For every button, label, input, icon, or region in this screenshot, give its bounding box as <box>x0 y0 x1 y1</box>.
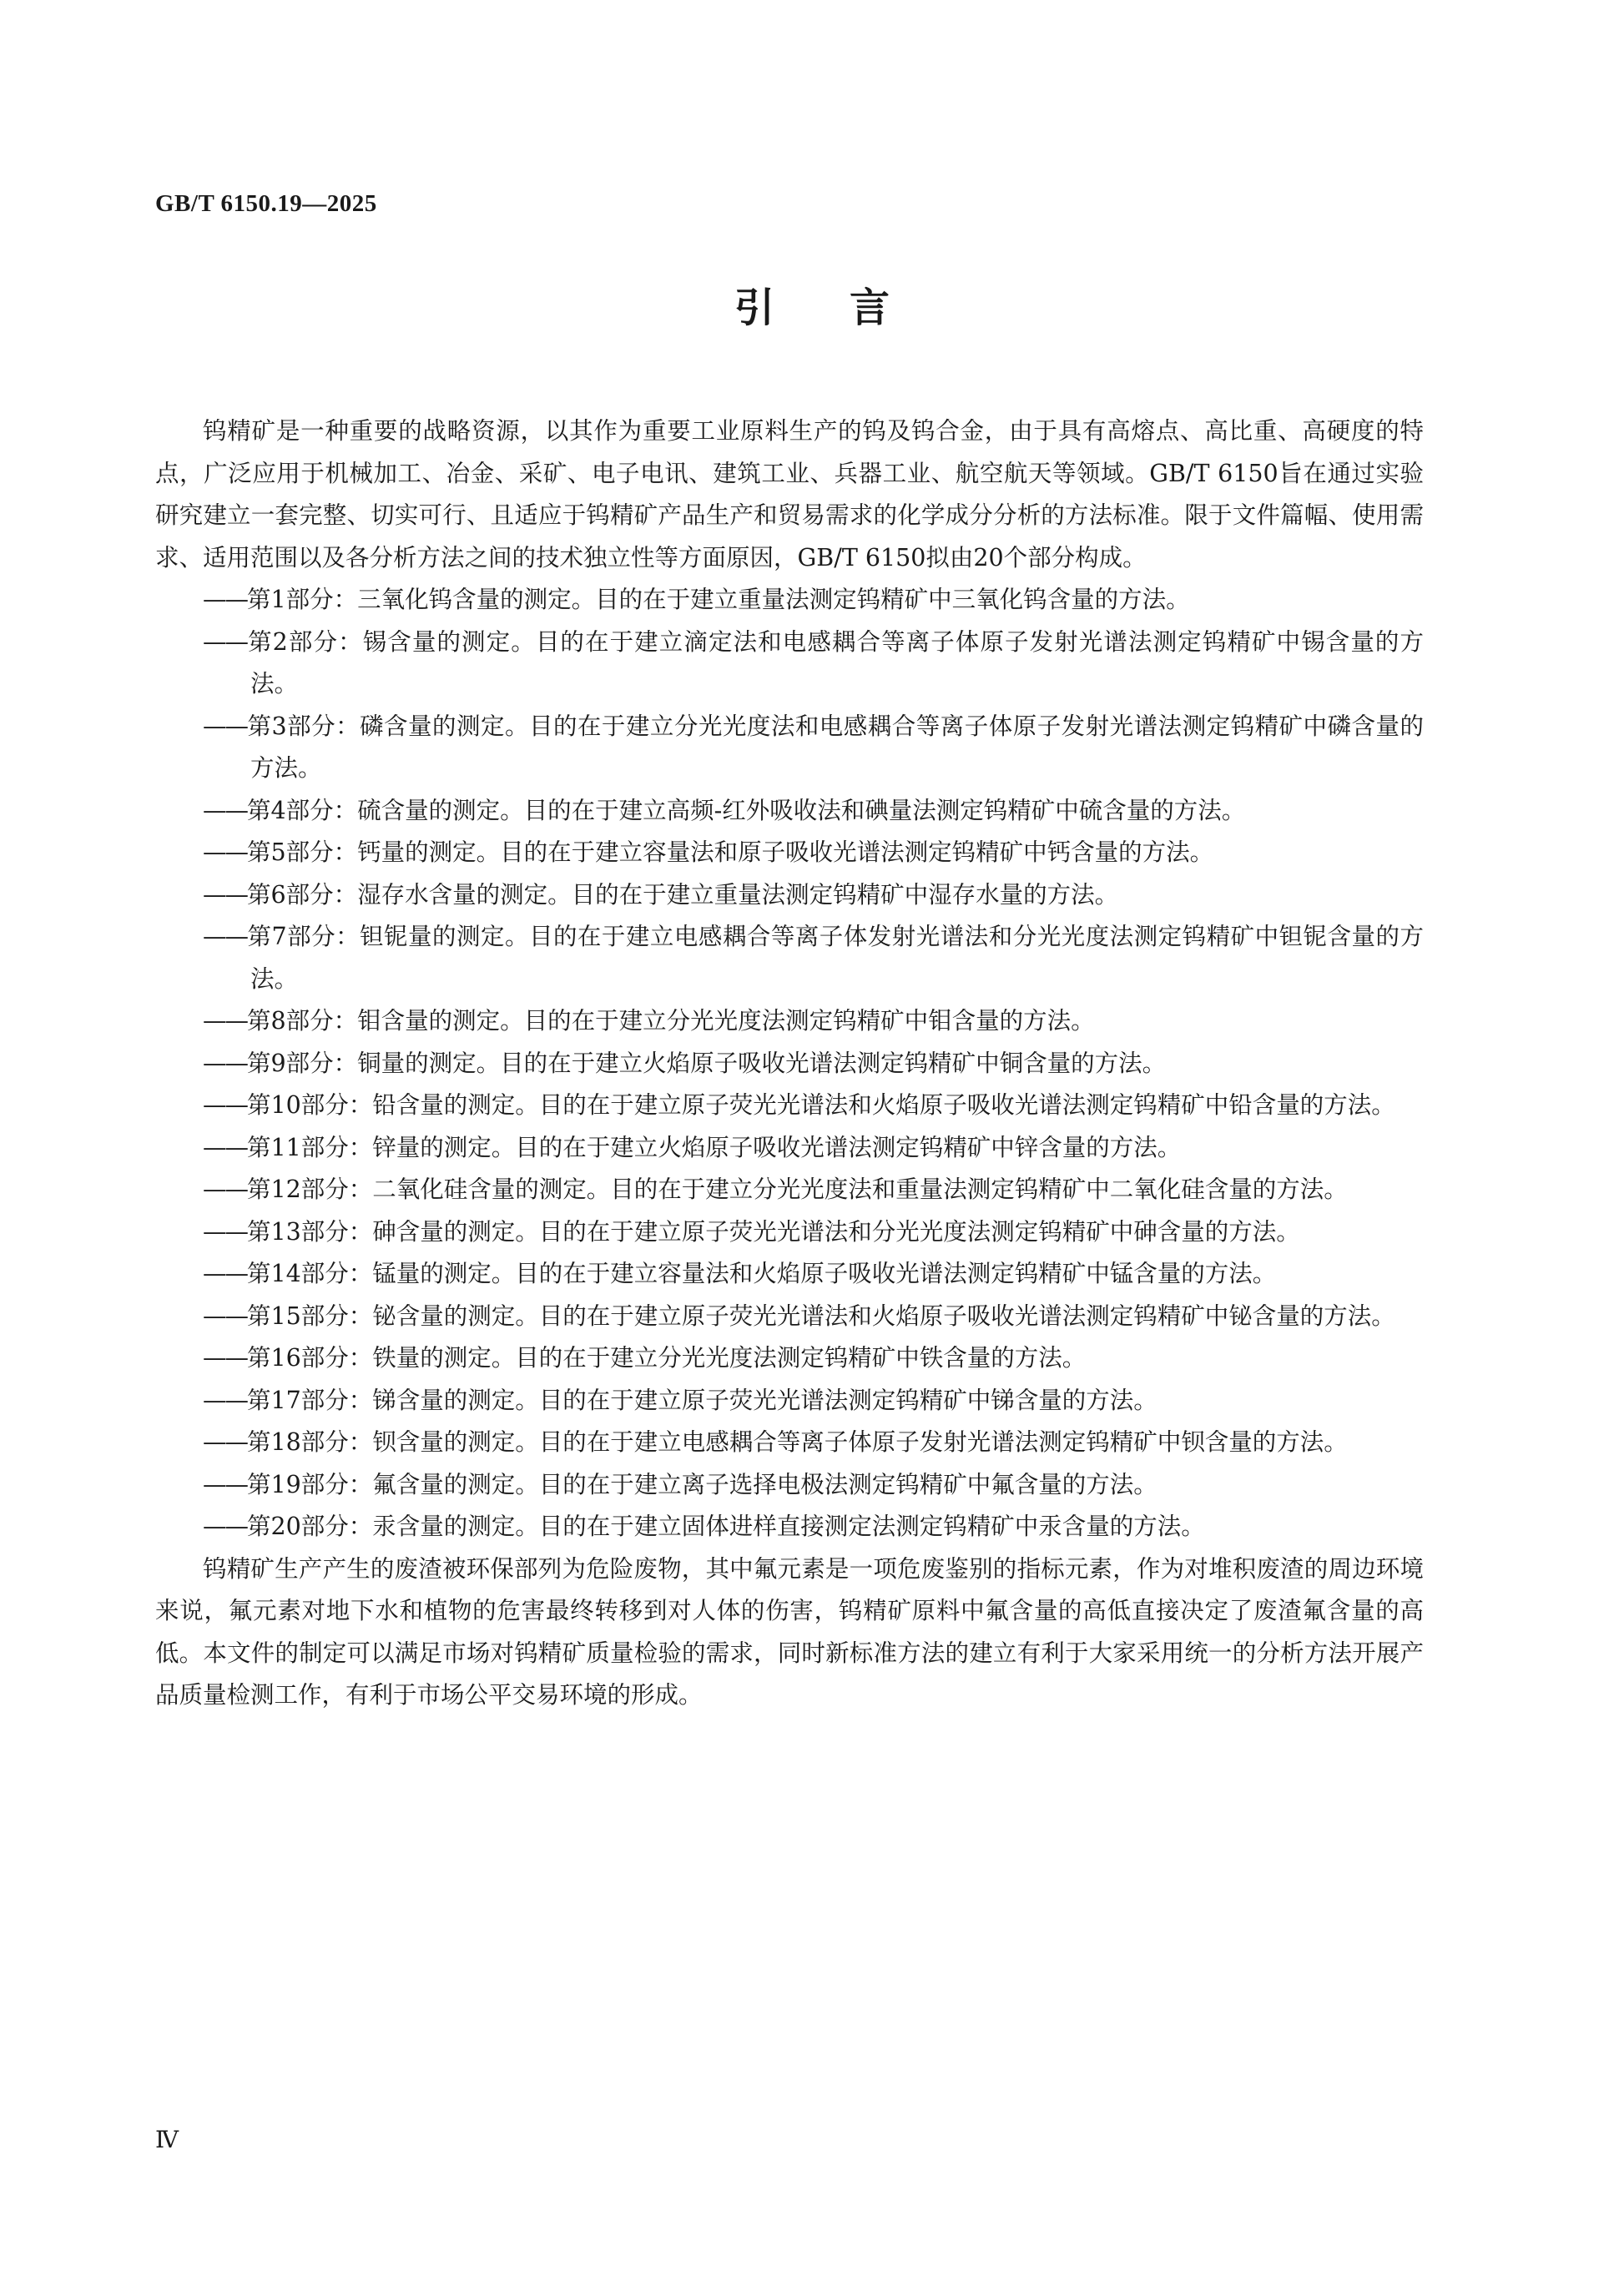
parts-list <box>155 579 1424 1548</box>
part-text: 第3部分：磷含量的测定。目的在于建立分光光度法和电感耦合等离子体原子发射光谱法测定钨精矿中磷含量的方法。 <box>247 712 1424 782</box>
part-item <box>155 1296 1424 1338</box>
list-dash: —— <box>203 1217 247 1246</box>
part-item <box>155 579 1424 622</box>
part-item <box>155 1211 1424 1254</box>
closing-paragraph: 钨精矿生产产生的废渣被环保部列为危险废物，其中氟元素是一项危废鉴别的指标元素，作为对堆积废渣的周边环境来说，氟元素对地下水和植物的危害最终转移到对人体的伤害，钨精矿原料中氟含量的高低直接决定了废渣氟含量的高低。本文件的制定可以满足市场对钨精矿质量检验的需求，同时新标准方法的建立有利于大家采用统一的分析方法开展产品质量检测工作，有利于市场公平交易环境的形成。 <box>155 1554 1424 1709</box>
list-dash: —— <box>203 586 247 613</box>
list-dash: —— <box>203 838 247 866</box>
part-item <box>155 1422 1424 1464</box>
part-text: 第7部分：钽铌量的测定。目的在于建立电感耦合等离子体发射光谱法和分光光度法测定钨精矿中钽铌含量的方法。 <box>247 923 1424 993</box>
intro-paragraph: 钨精矿是一种重要的战略资源，以其作为重要工业原料生产的钨及钨合金，由于具有高熔点、高比重、高硬度的特点，广泛应用于机械加工、冶金、采矿、电子电讯、建筑工业、兵器工业、航空航天等领域。GB/T 6150旨在通过实验研究建立一套完整、切实可行、且适应于钨精矿产品生产和贸易需求的化学成分分析的方法标准。限于文件篇幅、使用需求、适用范围以及各分析方法之间的技术独立性等方面原因，GB/T 6150拟由20个部分构成。 <box>155 417 1424 571</box>
list-dash: —— <box>203 1386 247 1414</box>
list-dash: —— <box>203 1091 247 1119</box>
part-text: 第9部分：铜量的测定。目的在于建立火焰原子吸收光谱法测定钨精矿中铜含量的方法。 <box>247 1049 1167 1077</box>
part-text: 第1部分：三氧化钨含量的测定。目的在于建立重量法测定钨精矿中三氧化钨含量的方法。 <box>247 586 1190 613</box>
list-dash: —— <box>203 796 247 824</box>
list-dash: —— <box>203 1470 247 1498</box>
part-item <box>155 1253 1424 1296</box>
list-dash: —— <box>203 1176 247 1203</box>
part-text: 第12部分：二氧化硅含量的测定。目的在于建立分光光度法和重量法测定钨精矿中二氧化硅含量的方法。 <box>247 1176 1348 1203</box>
part-text: 第10部分：铅含量的测定。目的在于建立原子荧光光谱法和火焰原子吸收光谱法测定钨精矿中铅含量的方法。 <box>247 1091 1395 1119</box>
list-dash: —— <box>203 880 247 909</box>
list-dash: —— <box>203 712 247 740</box>
part-item <box>155 1464 1424 1507</box>
part-text: 第14部分：锰量的测定。目的在于建立容量法和火焰原子吸收光谱法测定钨精矿中锰含量的方法。 <box>247 1260 1277 1287</box>
part-item <box>155 832 1424 874</box>
part-item <box>155 1380 1424 1422</box>
part-item <box>155 1506 1424 1548</box>
standard-code: GB/T 6150.19—2025 <box>155 190 377 217</box>
document-body <box>155 410 1424 1717</box>
part-text: 第17部分：锑含量的测定。目的在于建立原子荧光光谱法测定钨精矿中锑含量的方法。 <box>247 1386 1157 1414</box>
part-item <box>155 622 1424 706</box>
part-text: 第4部分：硫含量的测定。目的在于建立高频-红外吸收法和碘量法测定钨精矿中硫含量的方法。 <box>247 796 1246 824</box>
part-text: 第15部分：铋含量的测定。目的在于建立原子荧光光谱法和火焰原子吸收光谱法测定钨精矿中铋含量的方法。 <box>247 1302 1395 1330</box>
part-item <box>155 916 1424 1000</box>
list-dash: —— <box>203 627 247 656</box>
part-text: 第16部分：铁量的测定。目的在于建立分光光度法测定钨精矿中铁含量的方法。 <box>247 1344 1087 1372</box>
part-text: 第13部分：砷含量的测定。目的在于建立原子荧光光谱法和分光光度法测定钨精矿中砷含量的方法。 <box>247 1217 1300 1246</box>
part-item <box>155 790 1424 833</box>
list-dash: —— <box>203 1428 247 1456</box>
part-text: 第18部分：钡含量的测定。目的在于建立电感耦合等离子体原子发射光谱法测定钨精矿中钡含量的方法。 <box>247 1428 1348 1456</box>
part-item <box>155 874 1424 917</box>
part-text: 第11部分：锌量的测定。目的在于建立火焰原子吸收光谱法测定钨精矿中锌含量的方法。 <box>247 1133 1182 1161</box>
list-dash: —— <box>203 1302 247 1330</box>
page-title: 引言 <box>734 284 965 331</box>
list-dash: —— <box>203 1344 247 1372</box>
list-dash: —— <box>203 1513 247 1540</box>
part-item <box>155 706 1424 790</box>
page-number: Ⅳ <box>155 2127 179 2153</box>
part-text: 第5部分：钙量的测定。目的在于建立容量法和原子吸收光谱法测定钨精矿中钙含量的方法。 <box>247 838 1214 866</box>
part-item <box>155 1127 1424 1170</box>
list-dash: —— <box>203 923 247 950</box>
list-dash: —— <box>203 1049 247 1077</box>
part-item <box>155 1337 1424 1380</box>
part-text: 第20部分：汞含量的测定。目的在于建立固体进样直接测定法测定钨精矿中汞含量的方法。 <box>247 1513 1205 1540</box>
list-dash: —— <box>203 1133 247 1161</box>
part-item <box>155 1043 1424 1085</box>
part-text: 第6部分：湿存水含量的测定。目的在于建立重量法测定钨精矿中湿存水量的方法。 <box>247 880 1119 909</box>
part-item <box>155 1085 1424 1127</box>
part-text: 第19部分：氟含量的测定。目的在于建立离子选择电极法测定钨精矿中氟含量的方法。 <box>247 1470 1157 1498</box>
list-dash: —— <box>203 1007 247 1035</box>
list-dash: —— <box>203 1260 247 1287</box>
part-item <box>155 1169 1424 1211</box>
part-item <box>155 1000 1424 1043</box>
part-text: 第2部分：锡含量的测定。目的在于建立滴定法和电感耦合等离子体原子发射光谱法测定钨精矿中锡含量的方法。 <box>247 627 1424 697</box>
part-text: 第8部分：钼含量的测定。目的在于建立分光光度法测定钨精矿中钼含量的方法。 <box>247 1007 1095 1035</box>
